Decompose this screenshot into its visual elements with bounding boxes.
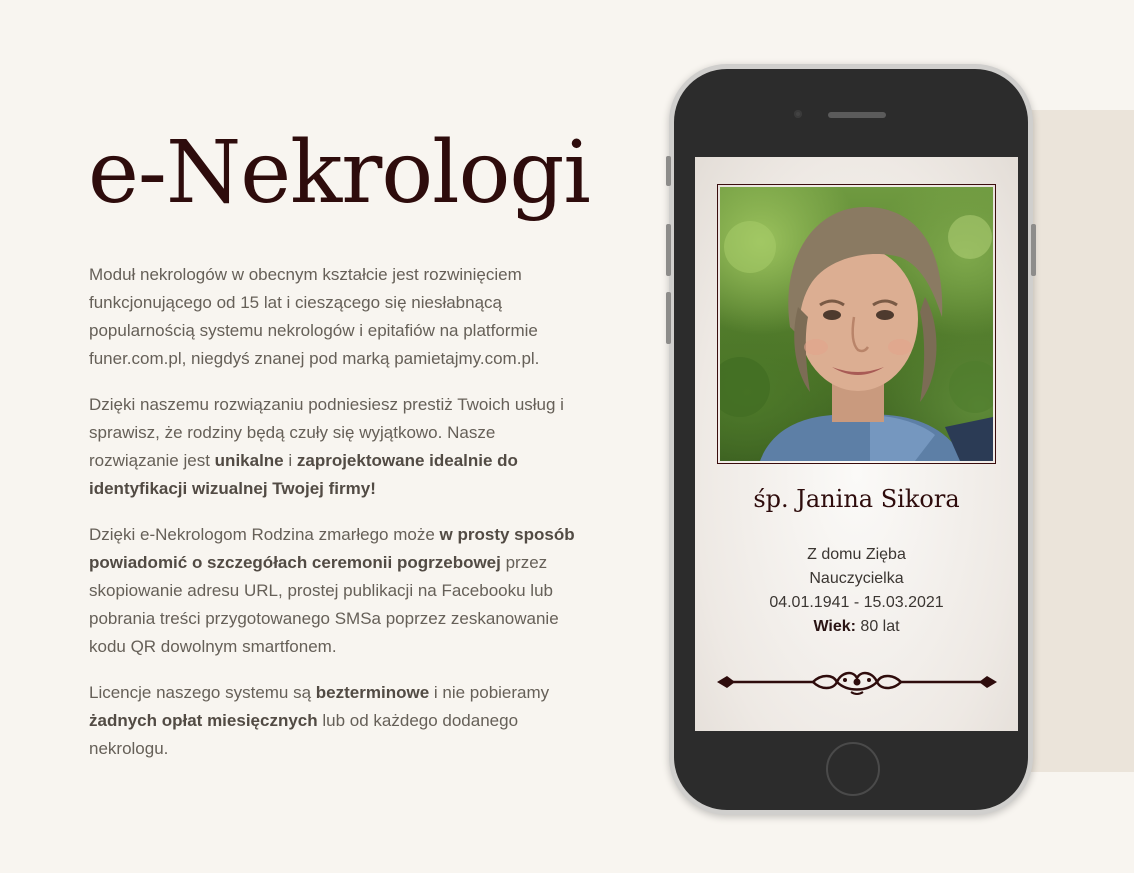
portrait-frame [717, 184, 996, 464]
highlight-notify: w prosty sposób powiadomić o szczegółach ceremonii pogrzebowej [89, 525, 575, 572]
portrait-illustration [720, 187, 993, 461]
paragraph-notify-rest: przez skopiowanie adresu URL, prostej publikacji na Facebooku lub pobrania treści przygotowanego SMSa poprzez zeskanowanie kodu QR dowolnym smartfonem. [89, 553, 559, 656]
deceased-name: śp. Janina Sikora [753, 485, 960, 513]
phone-body [674, 69, 1028, 810]
home-button [826, 742, 880, 796]
phone-mute-switch [666, 156, 671, 186]
phone-volume-up [666, 224, 671, 276]
life-dates: 04.01.1941 - 15.03.2021 [769, 594, 944, 611]
paragraph-license-rest: lub od każdego dodanego nekrologu. [89, 711, 519, 758]
highlight-perpetual: bezterminowe [315, 683, 430, 702]
ornament-divider-icon [717, 668, 997, 696]
highlight-unique: unikalne [214, 451, 284, 470]
highlight-no-fees: żadnych opłat miesięcznych [89, 711, 318, 730]
age-value: 80 lat [855, 618, 900, 635]
profession: Nauczycielka [809, 570, 904, 587]
paragraph-notify [89, 521, 589, 661]
page-title: e-Nekrologi [88, 123, 590, 223]
description [89, 261, 589, 781]
portrait-photo [720, 187, 993, 461]
phone-power-button [1031, 224, 1036, 276]
paragraph-notify-text: Dzięki e-Nekrologom Rodzina zmarłego może [89, 525, 440, 544]
age-label: Wiek: [813, 618, 856, 635]
paragraph-prestige [89, 391, 589, 503]
paragraph-prestige-join: i [283, 451, 297, 470]
paragraph-history [89, 261, 589, 373]
paragraph-license [89, 679, 589, 763]
camera-icon [794, 110, 802, 118]
phone-screen [695, 157, 1018, 731]
paragraph-license-text: Licencje naszego systemu są [89, 683, 316, 702]
paragraph-license-join: i nie pobieramy [429, 683, 550, 702]
speaker-grille [828, 112, 886, 118]
paragraph-history-text: Moduł nekrologów w obecnym kształcie jest rozwinięciem funkcjonującego od 15 lat i cieszącego się niesłabnącą popularnością systemu nekrologów i epitafiów na platformie funer.com.pl, niegdyś znanej pod marką pamietajmy.com.pl. [89, 265, 540, 368]
highlight-branding: zaprojektowane idealnie do identyfikacji wizualnej Twojej firmy! [89, 451, 518, 498]
maiden-name: Z domu Zięba [807, 546, 906, 563]
phone-mockup [669, 64, 1033, 815]
obituary-details [695, 543, 1018, 639]
phone-volume-down [666, 292, 671, 344]
age-line [695, 615, 1018, 639]
paragraph-prestige-text: Dzięki naszemu rozwiązaniu podniesiesz prestiż Twoich usług i sprawisz, że rodziny będą czuły się wyjątkowo. Nasze rozwiązanie jest [89, 395, 564, 470]
